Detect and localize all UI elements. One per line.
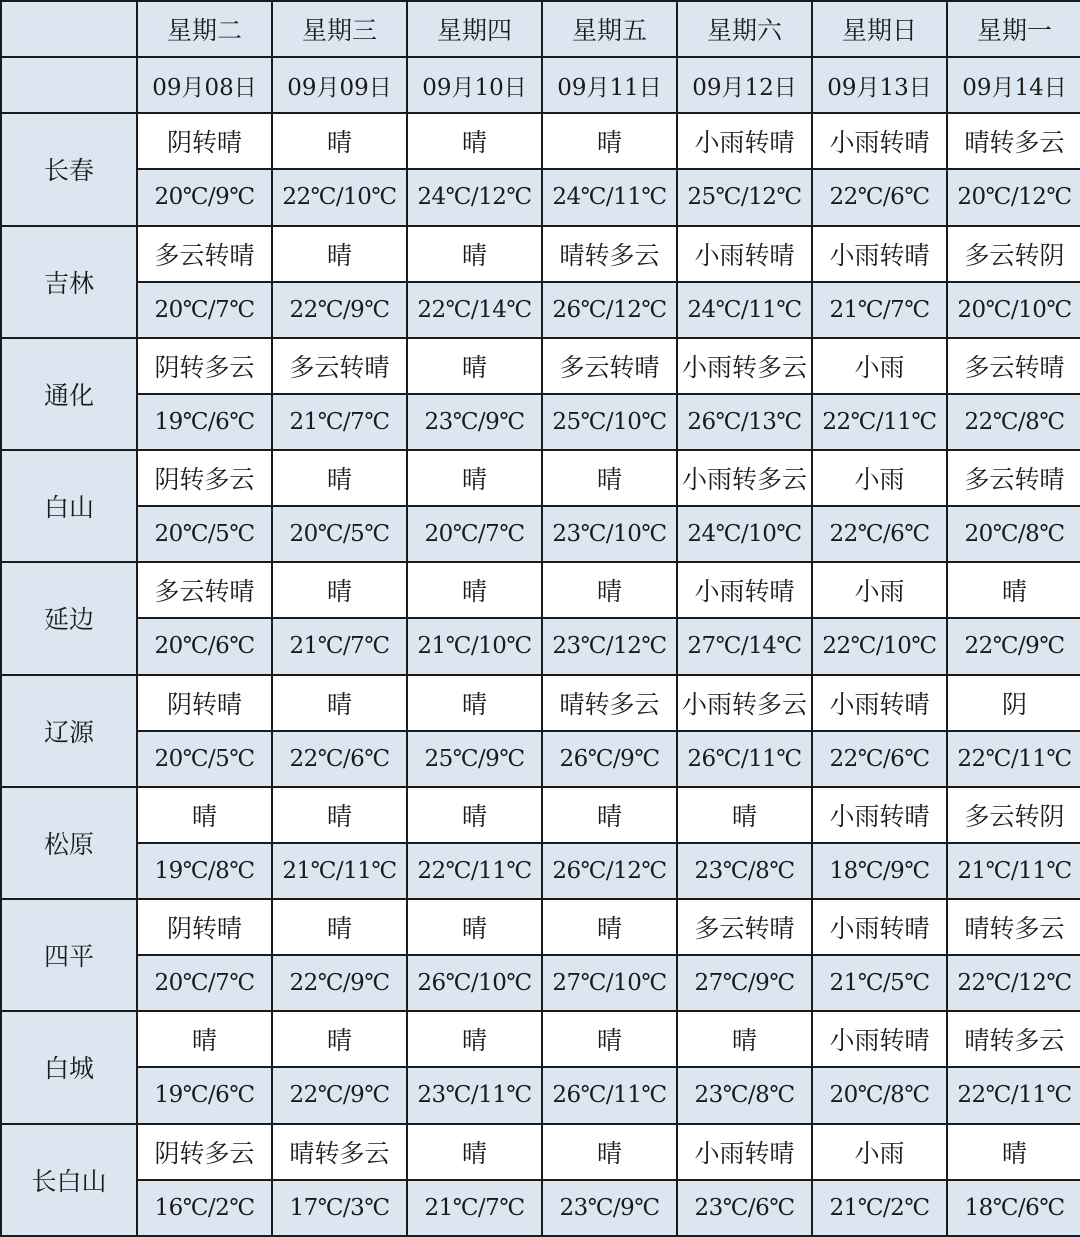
temperature-range-cell: 22℃/14℃ (407, 282, 542, 338)
temperature-range-cell: 20℃/5℃ (272, 506, 407, 562)
temperature-range-cell: 21℃/5℃ (812, 955, 947, 1011)
weather-condition-cell: 晴转多云 (947, 1011, 1080, 1067)
temperature-range-cell: 22℃/6℃ (812, 731, 947, 787)
city-weather-row (1, 450, 1080, 506)
date-header: 09月14日 (947, 57, 1080, 113)
temperature-range-cell: 20℃/8℃ (812, 1067, 947, 1123)
weather-condition-cell: 多云转阴 (947, 787, 1080, 843)
weather-condition-cell: 晴 (272, 226, 407, 282)
temperature-range-cell: 26℃/12℃ (542, 282, 677, 338)
weather-condition-cell: 阴转多云 (137, 338, 272, 394)
temperature-range-cell: 20℃/12℃ (947, 169, 1080, 225)
temperature-range-cell: 23℃/9℃ (542, 1180, 677, 1236)
city-name: 白城 (1, 1011, 137, 1123)
temperature-range-cell: 25℃/10℃ (542, 394, 677, 450)
weather-condition-cell: 小雨转晴 (812, 899, 947, 955)
city-temperature-row (1, 506, 1080, 562)
weather-condition-cell: 小雨转晴 (677, 226, 812, 282)
temperature-range-cell: 26℃/10℃ (407, 955, 542, 1011)
date-header: 09月10日 (407, 57, 542, 113)
temperature-range-cell: 23℃/8℃ (677, 1067, 812, 1123)
city-weather-row (1, 226, 1080, 282)
temperature-range-cell: 22℃/10℃ (812, 618, 947, 674)
temperature-range-cell: 26℃/13℃ (677, 394, 812, 450)
weekday-header-row (1, 1, 1080, 57)
corner-cell (1, 57, 137, 113)
city-weather-row (1, 787, 1080, 843)
temperature-range-cell: 18℃/9℃ (812, 843, 947, 899)
weekday-header: 星期二 (137, 1, 272, 57)
temperature-range-cell: 25℃/12℃ (677, 169, 812, 225)
city-temperature-row (1, 1067, 1080, 1123)
weather-condition-cell: 晴转多云 (272, 1124, 407, 1180)
weather-condition-cell: 小雨 (812, 1124, 947, 1180)
temperature-range-cell: 22℃/9℃ (272, 282, 407, 338)
temperature-range-cell: 19℃/6℃ (137, 394, 272, 450)
temperature-range-cell: 21℃/7℃ (812, 282, 947, 338)
weather-condition-cell: 多云转晴 (272, 338, 407, 394)
city-temperature-row (1, 1180, 1080, 1236)
weather-condition-cell: 晴 (137, 1011, 272, 1067)
corner-cell (1, 1, 137, 57)
temperature-range-cell: 27℃/9℃ (677, 955, 812, 1011)
weather-condition-cell: 晴 (407, 1011, 542, 1067)
weather-condition-cell: 晴转多云 (947, 113, 1080, 169)
city-weather-row (1, 1011, 1080, 1067)
weather-condition-cell: 晴 (272, 113, 407, 169)
temperature-range-cell: 24℃/11℃ (542, 169, 677, 225)
forecast-table-body (1, 1, 1080, 1236)
city-name: 延边 (1, 562, 137, 674)
weather-condition-cell: 小雨转晴 (812, 1011, 947, 1067)
temperature-range-cell: 22℃/10℃ (272, 169, 407, 225)
city-name: 松原 (1, 787, 137, 899)
weather-condition-cell: 小雨转晴 (812, 675, 947, 731)
temperature-range-cell: 21℃/2℃ (812, 1180, 947, 1236)
city-name: 辽源 (1, 675, 137, 787)
date-header: 09月11日 (542, 57, 677, 113)
temperature-range-cell: 27℃/14℃ (677, 618, 812, 674)
weather-condition-cell: 晴 (542, 113, 677, 169)
weekday-header: 星期四 (407, 1, 542, 57)
temperature-range-cell: 22℃/12℃ (947, 955, 1080, 1011)
weather-condition-cell: 晴 (407, 338, 542, 394)
weather-condition-cell: 晴 (137, 787, 272, 843)
weather-condition-cell: 多云转晴 (542, 338, 677, 394)
temperature-range-cell: 24℃/12℃ (407, 169, 542, 225)
weather-condition-cell: 晴转多云 (542, 226, 677, 282)
temperature-range-cell: 23℃/8℃ (677, 843, 812, 899)
weather-condition-cell: 多云转晴 (137, 562, 272, 618)
date-header: 09月09日 (272, 57, 407, 113)
city-weather-row (1, 899, 1080, 955)
temperature-range-cell: 20℃/10℃ (947, 282, 1080, 338)
temperature-range-cell: 21℃/7℃ (272, 618, 407, 674)
weather-condition-cell: 晴 (407, 450, 542, 506)
weekday-header: 星期三 (272, 1, 407, 57)
weather-condition-cell: 多云转晴 (947, 338, 1080, 394)
temperature-range-cell: 20℃/7℃ (137, 282, 272, 338)
temperature-range-cell: 22℃/9℃ (272, 955, 407, 1011)
weather-condition-cell: 晴 (677, 787, 812, 843)
weather-condition-cell: 晴 (677, 1011, 812, 1067)
city-name: 通化 (1, 338, 137, 450)
weather-condition-cell: 晴 (407, 562, 542, 618)
weather-condition-cell: 多云转晴 (677, 899, 812, 955)
temperature-range-cell: 22℃/6℃ (812, 506, 947, 562)
weather-condition-cell: 晴 (407, 675, 542, 731)
weather-condition-cell: 晴 (407, 113, 542, 169)
temperature-range-cell: 17℃/3℃ (272, 1180, 407, 1236)
temperature-range-cell: 20℃/7℃ (407, 506, 542, 562)
city-temperature-row (1, 731, 1080, 787)
weather-condition-cell: 小雨转晴 (677, 1124, 812, 1180)
temperature-range-cell: 20℃/7℃ (137, 955, 272, 1011)
weather-condition-cell: 多云转晴 (137, 226, 272, 282)
temperature-range-cell: 22℃/8℃ (947, 394, 1080, 450)
temperature-range-cell: 21℃/10℃ (407, 618, 542, 674)
temperature-range-cell: 23℃/10℃ (542, 506, 677, 562)
temperature-range-cell: 26℃/11℃ (677, 731, 812, 787)
temperature-range-cell: 18℃/6℃ (947, 1180, 1080, 1236)
date-header-row (1, 57, 1080, 113)
temperature-range-cell: 26℃/11℃ (542, 1067, 677, 1123)
weekday-header: 星期六 (677, 1, 812, 57)
weather-condition-cell: 晴 (272, 787, 407, 843)
date-header: 09月13日 (812, 57, 947, 113)
temperature-range-cell: 23℃/9℃ (407, 394, 542, 450)
weather-condition-cell: 晴 (407, 899, 542, 955)
weather-condition-cell: 晴 (947, 1124, 1080, 1180)
temperature-range-cell: 22℃/6℃ (272, 731, 407, 787)
temperature-range-cell: 24℃/11℃ (677, 282, 812, 338)
temperature-range-cell: 22℃/6℃ (812, 169, 947, 225)
weather-condition-cell: 晴 (542, 562, 677, 618)
temperature-range-cell: 25℃/9℃ (407, 731, 542, 787)
temperature-range-cell: 21℃/7℃ (272, 394, 407, 450)
weather-condition-cell: 小雨 (812, 450, 947, 506)
temperature-range-cell: 19℃/8℃ (137, 843, 272, 899)
city-name: 长春 (1, 113, 137, 225)
weather-condition-cell: 晴 (272, 675, 407, 731)
weather-condition-cell: 晴 (542, 1011, 677, 1067)
weekday-header: 星期一 (947, 1, 1080, 57)
city-weather-row (1, 113, 1080, 169)
weather-condition-cell: 晴转多云 (947, 899, 1080, 955)
temperature-range-cell: 23℃/12℃ (542, 618, 677, 674)
weather-condition-cell: 阴转晴 (137, 675, 272, 731)
weather-condition-cell: 小雨转多云 (677, 675, 812, 731)
weekday-header: 星期日 (812, 1, 947, 57)
city-temperature-row (1, 394, 1080, 450)
temperature-range-cell: 22℃/11℃ (812, 394, 947, 450)
city-temperature-row (1, 955, 1080, 1011)
temperature-range-cell: 24℃/10℃ (677, 506, 812, 562)
weather-condition-cell: 阴转晴 (137, 899, 272, 955)
city-name: 白山 (1, 450, 137, 562)
temperature-range-cell: 20℃/8℃ (947, 506, 1080, 562)
weather-condition-cell: 多云转晴 (947, 450, 1080, 506)
weather-condition-cell: 晴 (272, 1011, 407, 1067)
weather-condition-cell: 阴转晴 (137, 113, 272, 169)
city-temperature-row (1, 282, 1080, 338)
weather-condition-cell: 小雨 (812, 338, 947, 394)
weather-condition-cell: 小雨转多云 (677, 450, 812, 506)
weather-condition-cell: 晴 (407, 226, 542, 282)
temperature-range-cell: 16℃/2℃ (137, 1180, 272, 1236)
weather-condition-cell: 小雨转晴 (677, 562, 812, 618)
temperature-range-cell: 23℃/6℃ (677, 1180, 812, 1236)
weather-condition-cell: 阴转多云 (137, 1124, 272, 1180)
weather-condition-cell: 小雨转多云 (677, 338, 812, 394)
city-weather-row (1, 562, 1080, 618)
temperature-range-cell: 26℃/12℃ (542, 843, 677, 899)
weather-condition-cell: 晴 (407, 1124, 542, 1180)
weather-condition-cell: 小雨转晴 (812, 226, 947, 282)
weather-condition-cell: 晴 (542, 450, 677, 506)
temperature-range-cell: 23℃/11℃ (407, 1067, 542, 1123)
temperature-range-cell: 27℃/10℃ (542, 955, 677, 1011)
weather-condition-cell: 小雨转晴 (677, 113, 812, 169)
city-weather-row (1, 675, 1080, 731)
weather-condition-cell: 晴 (272, 450, 407, 506)
city-name: 吉林 (1, 226, 137, 338)
temperature-range-cell: 21℃/7℃ (407, 1180, 542, 1236)
weather-condition-cell: 晴 (542, 1124, 677, 1180)
weather-condition-cell: 阴 (947, 675, 1080, 731)
weather-condition-cell: 小雨 (812, 562, 947, 618)
weather-condition-cell: 晴 (947, 562, 1080, 618)
date-header: 09月12日 (677, 57, 812, 113)
city-temperature-row (1, 843, 1080, 899)
temperature-range-cell: 20℃/5℃ (137, 731, 272, 787)
city-temperature-row (1, 169, 1080, 225)
weather-condition-cell: 小雨转晴 (812, 787, 947, 843)
weather-condition-cell: 晴 (542, 787, 677, 843)
weather-condition-cell: 阴转多云 (137, 450, 272, 506)
temperature-range-cell: 22℃/9℃ (947, 618, 1080, 674)
weather-condition-cell: 晴 (272, 899, 407, 955)
weather-condition-cell: 多云转阴 (947, 226, 1080, 282)
weather-condition-cell: 晴转多云 (542, 675, 677, 731)
temperature-range-cell: 19℃/6℃ (137, 1067, 272, 1123)
city-temperature-row (1, 618, 1080, 674)
weather-condition-cell: 小雨转晴 (812, 113, 947, 169)
temperature-range-cell: 21℃/11℃ (947, 843, 1080, 899)
weather-condition-cell: 晴 (407, 787, 542, 843)
temperature-range-cell: 26℃/9℃ (542, 731, 677, 787)
weather-condition-cell: 晴 (542, 899, 677, 955)
weekday-header: 星期五 (542, 1, 677, 57)
temperature-range-cell: 20℃/6℃ (137, 618, 272, 674)
city-weather-row (1, 338, 1080, 394)
temperature-range-cell: 22℃/11℃ (947, 731, 1080, 787)
city-name: 四平 (1, 899, 137, 1011)
temperature-range-cell: 20℃/9℃ (137, 169, 272, 225)
weather-condition-cell: 晴 (272, 562, 407, 618)
temperature-range-cell: 22℃/9℃ (272, 1067, 407, 1123)
temperature-range-cell: 22℃/11℃ (947, 1067, 1080, 1123)
temperature-range-cell: 22℃/11℃ (407, 843, 542, 899)
city-weather-row (1, 1124, 1080, 1180)
temperature-range-cell: 20℃/5℃ (137, 506, 272, 562)
date-header: 09月08日 (137, 57, 272, 113)
temperature-range-cell: 21℃/11℃ (272, 843, 407, 899)
city-name: 长白山 (1, 1124, 137, 1237)
